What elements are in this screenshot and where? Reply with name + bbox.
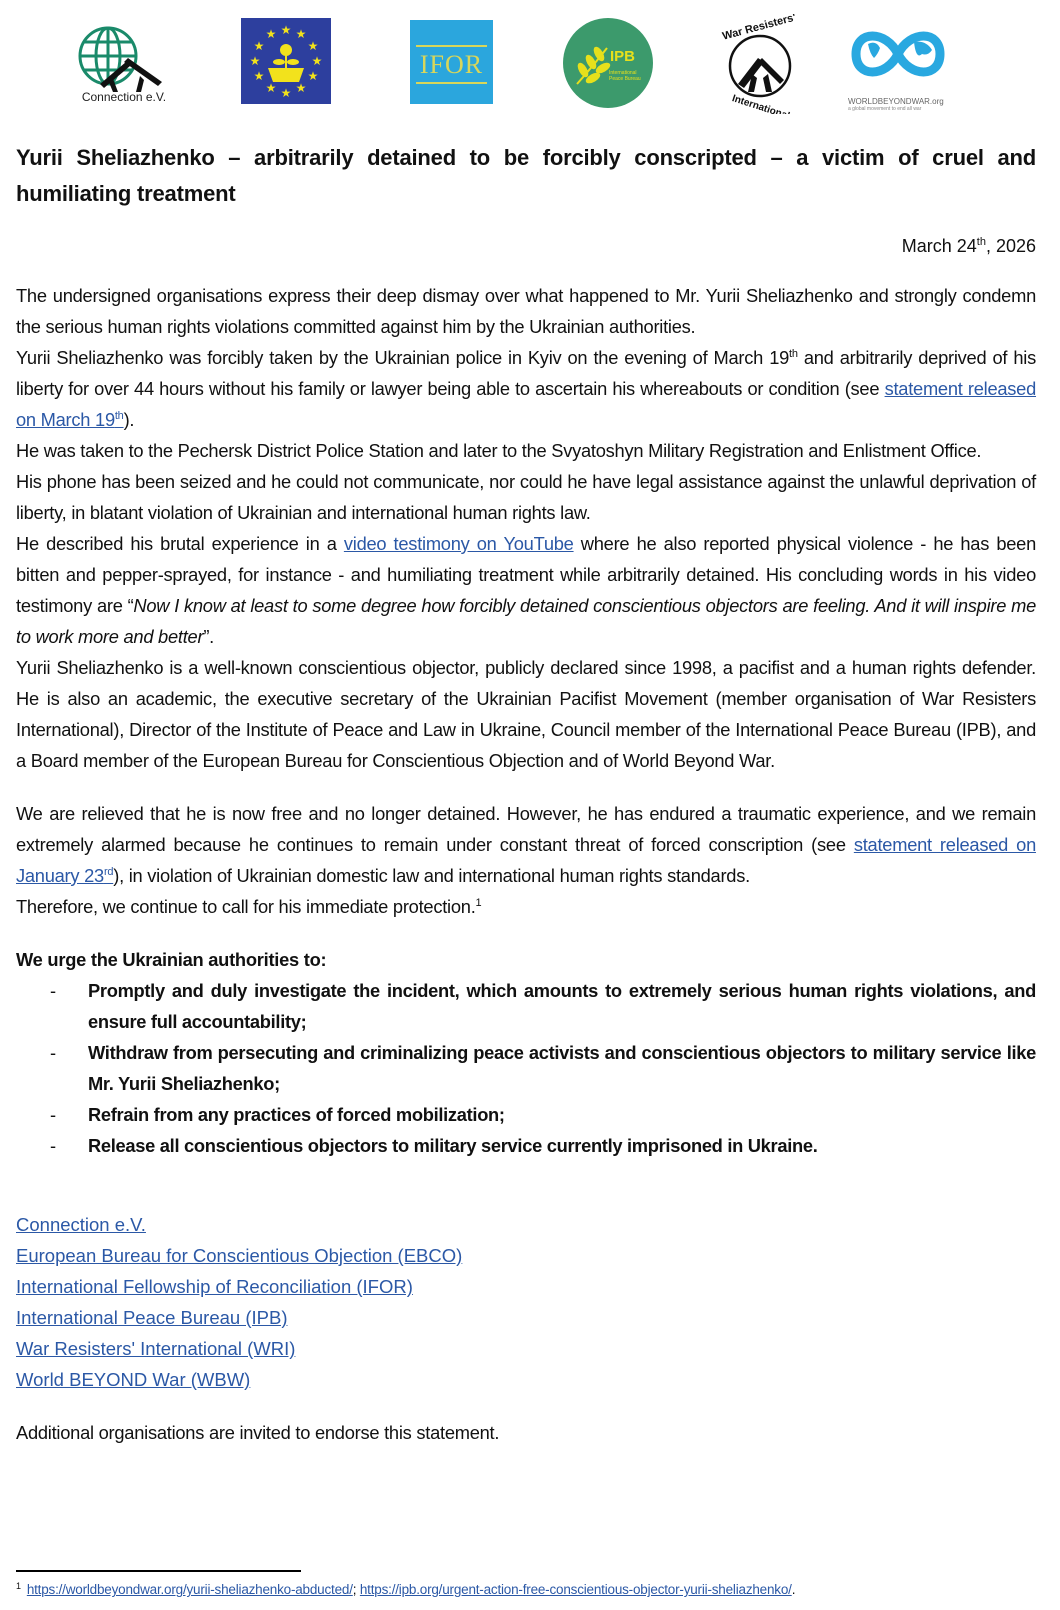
signatories-list (16, 1209, 1036, 1395)
closing-invitation: Additional organisations are invited to endorse this statement. (16, 1422, 500, 1443)
svg-text:★: ★ (307, 39, 319, 53)
demand-text: Release all conscientious objectors to military service currently imprisoned in Ukraine. (88, 1135, 818, 1156)
bullet-dash: - (50, 1042, 56, 1063)
svg-text:International: International (730, 93, 792, 114)
demands-list (16, 975, 1036, 1161)
paragraph-police-station: He was taken to the Pechersk District Police Station and later to the Svyatoshyn Military Registration and Enlistment Office. (16, 440, 982, 461)
ipb-logo-text: IPB (610, 48, 636, 65)
document-title: Yurii Sheliazhenko – arbitrarily detained to be forcibly conscripted – a victim of cruel and humiliating treatment (16, 145, 1036, 206)
signatory-ebco-link[interactable]: European Bureau for Conscientious Objection (EBCO) (16, 1245, 463, 1266)
text: Yurii Sheliazhenko was forcibly taken by the Ukrainian police in Kyiv on the evening of March 19 (16, 347, 790, 368)
statement-january-23-link[interactable]: statement released on January 23rd (16, 834, 1036, 886)
spacer (16, 776, 1036, 798)
statement-march-19-link[interactable]: statement released on March 19th (16, 378, 1037, 430)
date-text: March 24 (901, 236, 977, 256)
paragraph-phone-seized: His phone has been seized and he could not communicate, nor could he have legal assistance against the unlawful deprivation of liberty, in blatant violation of Ukrainian and international human rights law. (16, 471, 1036, 523)
paragraph-video-testimony (16, 528, 1036, 652)
svg-text:★: ★ (249, 54, 261, 68)
svg-text:★: ★ (265, 81, 277, 95)
demand-item (16, 1037, 1036, 1099)
stars-flower-icon (241, 18, 331, 104)
footnote-ipb-link[interactable]: https://ipb.org/urgent-action-free-conscientious-objector-yurii-sheliazhenko/ (359, 1582, 792, 1597)
date-ordinal: th (976, 236, 986, 248)
bullet-dash: - (50, 1104, 56, 1125)
svg-text:★: ★ (307, 69, 319, 83)
paragraph-dismay: The undersigned organisations express their deep dismay over what happened to Mr. Yurii Sheliazhenko and strongly condemn the serious human rights violations committed against him by the Ukrainian authorities. (16, 285, 1036, 337)
ebco-logo (241, 18, 331, 104)
date-year: , 2026 (985, 236, 1036, 256)
demand-item (16, 1099, 1036, 1130)
broken-rifle-icon (712, 14, 808, 114)
text: Therefore, we continue to call for his immediate protection. (16, 896, 476, 917)
text: ”. (203, 626, 214, 647)
ordinal: th (789, 347, 798, 360)
demand-item (16, 1130, 1036, 1161)
period: . (791, 1582, 796, 1597)
bullet-dash: - (50, 980, 56, 1001)
spacer (16, 922, 1036, 944)
footnote-separator (16, 1570, 301, 1572)
footnote-wbw-link[interactable]: https://worldbeyondwar.org/yurii-sheliazhenko-abducted/ (26, 1582, 353, 1597)
footnote (16, 1582, 795, 1597)
svg-text:★: ★ (280, 86, 292, 100)
text: ). (123, 409, 135, 430)
signatory-wbw-link[interactable]: World BEYOND War (WBW) (16, 1369, 251, 1390)
paragraph-biography: Yurii Sheliazhenko is a well-known conscientious objector, publicly declared since 1998, a pacifist and a human rights defender. He is also an academic, the executive secretary of the Ukrainian Pacifist Movement (member organisation of War Resisters International), Director of the Institute of Peace and Law in Ukraine, Council member of the International Peace Bureau (IPB), and a Board member of the European Bureau for Conscientious Objection and of World Beyond War. (16, 657, 1036, 771)
ifor-logo (410, 20, 493, 104)
paragraph-protection (16, 891, 1036, 922)
demands-heading: We urge the Ukrainian authorities to: (16, 949, 327, 970)
svg-text:★: ★ (253, 69, 265, 83)
svg-text:★: ★ (295, 81, 307, 95)
logo-bar (0, 14, 1060, 114)
demand-text: Refrain from any practices of forced mobilization; (88, 1104, 505, 1125)
wri-logo (712, 14, 808, 114)
youtube-video-link[interactable]: video testimony on YouTube (343, 533, 574, 554)
ipb-logo-subtext: International Peace Bureau (609, 70, 641, 82)
text: where he also reported physical violence - he has been bitten and pepper-sprayed, for instance - and humiliating treatment while arbitrarily detained. His concluding words in his video testimony are “ (16, 533, 1036, 616)
statement-document (16, 140, 1036, 1448)
text: and arbitrarily deprived of his liberty for over 44 hours without his family or lawyer being able to ascertain his whereabouts or condition (see (16, 347, 1036, 399)
signatory-wri-link[interactable]: War Resisters' International (WRI) (16, 1338, 296, 1359)
testimony-quote: Now I know at least to some degree how forcibly detained conscientious objectors are feeling. And it will inspire me to work more and better (16, 595, 1036, 647)
text: He described his brutal experience in a (16, 533, 344, 554)
footnote-marker: 1 (16, 1580, 21, 1591)
demand-item (16, 975, 1036, 1037)
text: ), in violation of Ukrainian domestic law and international human rights standards. (113, 865, 750, 886)
svg-text:★: ★ (311, 54, 323, 68)
text: We are relieved that he is now free and no longer detained. However, he has endured a traumatic experience, and we remain extremely alarmed because he continues to remain under constant threat of forced conscription (see (16, 803, 1036, 855)
svg-text:★: ★ (280, 23, 292, 37)
paragraph-detention (16, 342, 1036, 435)
svg-text:★: ★ (265, 27, 277, 41)
connection-logo (74, 20, 174, 112)
separator: ; (352, 1582, 360, 1597)
demand-text: Promptly and duly investigate the incident, which amounts to extremely serious human rights violations, and ensure full accountability; (88, 980, 1036, 1032)
bullet-dash: - (50, 1135, 56, 1156)
wbw-logo (848, 22, 948, 114)
wbw-logo-subtext: a global movement to end all war (848, 106, 922, 112)
connection-logo-caption: Connection e.V. (81, 90, 167, 104)
ifor-logo-text: IFOR (419, 50, 484, 79)
signatory-ipb-link[interactable]: International Peace Bureau (IPB) (16, 1307, 288, 1328)
infinity-globe-icon (848, 22, 948, 86)
footnote-reference[interactable]: 1 (475, 896, 482, 909)
wbw-logo-text: WORLDBEYONDWAR.org (848, 97, 944, 106)
document-date (16, 234, 1036, 258)
signatory-connection-link[interactable]: Connection e.V. (16, 1214, 146, 1235)
svg-text:War Resisters': War Resisters' (721, 14, 798, 43)
ipb-logo (563, 18, 653, 108)
olive-branch-icon (563, 18, 653, 108)
demand-text: Withdraw from persecuting and criminalizing peace activists and conscientious objectors to military service like Mr. Yurii Sheliazhenko; (88, 1042, 1036, 1094)
signatory-ifor-link[interactable]: International Fellowship of Reconciliation (IFOR) (16, 1276, 413, 1297)
paragraph-relieved (16, 798, 1036, 891)
svg-text:★: ★ (253, 39, 265, 53)
svg-text:★: ★ (295, 27, 307, 41)
